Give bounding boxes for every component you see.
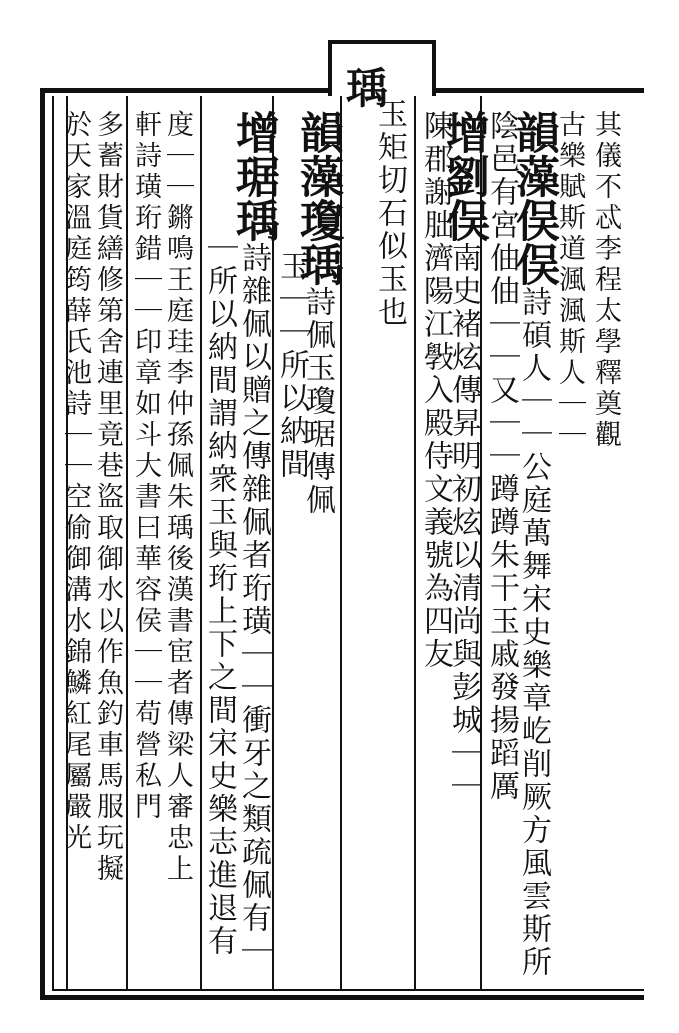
column-text: 詩碩人｜｜公庭萬舞宋史樂章屹削厥方風雲斯所 (516, 286, 551, 979)
column-text: 古樂賦斯道渢渢斯人｜｜ (554, 110, 585, 451)
column-divider (414, 96, 416, 989)
entry-heading: 增琚瑀 (228, 110, 279, 242)
column-text: 陰邑有宮伷伷｜｜又｜｜蹲蹲朱干玉戚發揚蹈厲 (484, 110, 519, 803)
column-text: 軒詩璜珩錯｜｜印章如斗大書曰華容侯｜｜苟營私門 (130, 110, 161, 823)
column-text: 其儀不忒李程太學釋奠觀 (590, 110, 621, 451)
text-column-4 (484, 110, 518, 803)
text-column-11 (202, 232, 236, 958)
text-column-12 (160, 110, 194, 885)
column-text: 玉矩切石似玉也 (372, 98, 407, 329)
text-column-14 (90, 110, 124, 885)
text-column-15 (58, 110, 92, 854)
text-column-3 (508, 110, 559, 979)
text-column-10 (228, 110, 279, 968)
tab-character: 瑀 (346, 64, 389, 113)
column-text: 於天家溫庭筠薛氏池詩｜｜空偷御溝水錦鱗紅尾屬嚴光 (60, 110, 91, 854)
column-text: 度｜｜鏘鳴王庭珪李仲孫佩朱瑀後漢書宦者傳梁人審忠上 (162, 110, 193, 885)
entry-heading: 韻藻瓊瑀 (292, 110, 343, 286)
column-text: 陳郡謝朏濟陽江斅入殿侍文義號為四友 (418, 110, 453, 671)
column-text: 詩雜佩以贈之傳雜佩者珩璜｜｜衝牙之類疏佩有｜ (236, 242, 271, 968)
column-text: ｜所以納間謂納衆玉與珩上下之間宋史樂志進退有 (202, 232, 237, 958)
text-column-9 (274, 250, 308, 481)
column-text: 詩佩玉瓊琚傳佩 (300, 286, 335, 517)
entry-heading: 韻藻俣俣 (508, 110, 559, 286)
inner-left-border (52, 96, 54, 991)
text-column-1 (588, 110, 622, 451)
left-border (40, 88, 45, 1000)
text-column-7 (372, 98, 406, 329)
column-text: 多蓄財貨繕修第舍連里竟巷盜取御水以作魚釣車馬服玩擬 (92, 110, 123, 885)
column-text: 南史褚炫傳昇明初炫以清尚與彭城｜｜ (446, 242, 481, 803)
text-column-6 (418, 110, 452, 671)
column-text: 玉｜｜所以納間 (274, 250, 309, 481)
text-column-13 (128, 110, 162, 823)
entry-heading: 增劉俣 (438, 110, 489, 242)
inner-bottom-border (52, 989, 644, 991)
bottom-border (40, 995, 644, 1000)
